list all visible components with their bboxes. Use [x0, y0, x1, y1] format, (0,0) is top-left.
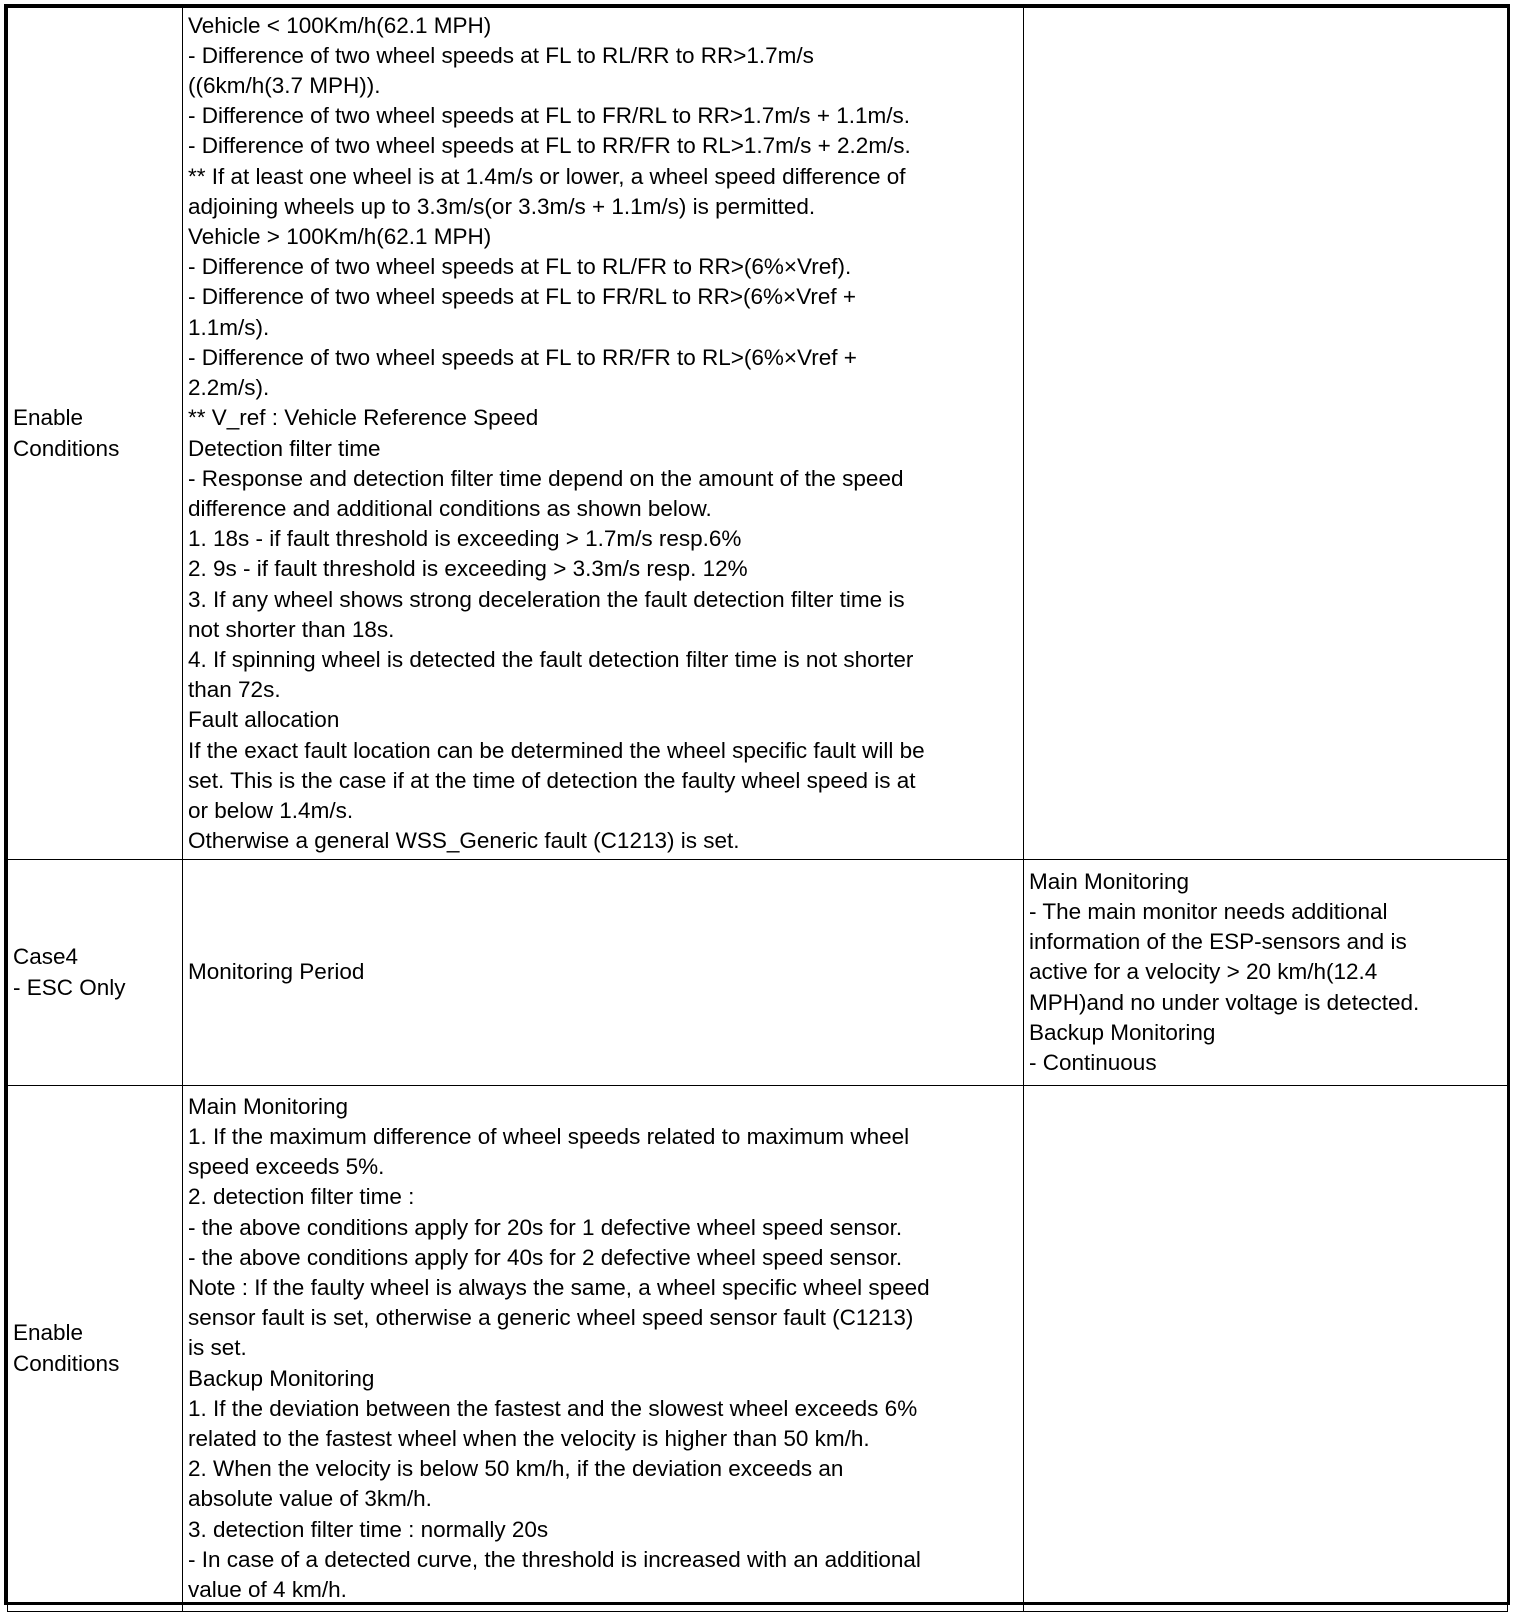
text-line: Vehicle < 100Km/h(62.1 MPH): [188, 12, 492, 38]
condition-label-cell: [8, 8, 183, 860]
text-line: than 72s.: [188, 677, 281, 703]
text-line: difference and additional conditions as shown below.: [188, 495, 712, 521]
text-line: value of 4 km/h.: [188, 1577, 347, 1603]
text-line: - The main monitor needs additional: [1029, 898, 1388, 924]
text-line: MPH)and no under voltage is detected.: [1029, 989, 1420, 1015]
text-line: 1. 18s - if fault threshold is exceeding > 1.7m/s resp.6%: [188, 526, 742, 552]
text-line: Backup Monitoring: [1029, 1019, 1216, 1045]
text-line: 1.1m/s).: [188, 314, 270, 340]
text-line: 1. If the maximum difference of wheel speeds related to maximum wheel: [188, 1123, 910, 1149]
text-line: sensor fault is set, otherwise a generic wheel speed sensor fault (C1213): [188, 1305, 914, 1331]
text-line: Enable: [13, 405, 84, 431]
text-line: Conditions: [13, 435, 120, 461]
table-row: [8, 860, 1508, 1086]
text-line: Main Monitoring: [1029, 868, 1190, 894]
text-line: 4. If spinning wheel is detected the fault detection filter time is not shorter: [188, 646, 914, 672]
text-line: - Difference of two wheel speeds at FL to FR/RL to RR>(6%×Vref +: [188, 284, 857, 310]
text-line: 2.2m/s).: [188, 375, 270, 401]
table-row: [8, 1086, 1508, 1612]
text-line: - ESC Only: [13, 974, 126, 1000]
text-line: information of the ESP-sensors and is: [1029, 929, 1407, 955]
text-line: 3. If any wheel shows strong deceleration the fault detection filter time is: [188, 586, 905, 612]
table-row: [8, 8, 1508, 860]
condition-label-cell: [8, 860, 183, 1086]
text-line: Monitoring Period: [188, 959, 365, 985]
text-line: - the above conditions apply for 40s for 2 defective wheel speed sensor.: [188, 1244, 903, 1270]
text-line: or below 1.4m/s.: [188, 797, 354, 823]
spec-table: [7, 7, 1508, 1612]
text-line: - Difference of two wheel speeds at FL to RL/FR to RR>(6%×Vref).: [188, 254, 852, 280]
text-line: - Difference of two wheel speeds at FL to RL/RR to RR>1.7m/s: [188, 42, 814, 68]
text-line: Otherwise a general WSS_Generic fault (C1213) is set.: [188, 828, 740, 854]
condition-detail-cell: [183, 860, 1024, 1086]
text-line: 2. detection filter time :: [188, 1184, 415, 1210]
text-line: Enable: [13, 1320, 84, 1346]
text-line: - Continuous: [1029, 1050, 1157, 1075]
text-line: adjoining wheels up to 3.3m/s(or 3.3m/s + 1.1m/s) is permitted.: [188, 193, 816, 219]
text-line: Case4: [13, 944, 79, 970]
text-line: ** V_ref : Vehicle Reference Speed: [188, 405, 539, 431]
text-line: Fault allocation: [188, 707, 340, 733]
text-line: ** If at least one wheel is at 1.4m/s or lower, a wheel speed difference of: [188, 163, 906, 189]
text-line: - Difference of two wheel speeds at FL to FR/RL to RR>1.7m/s + 1.1m/s.: [188, 103, 910, 129]
spec-table-body: [8, 8, 1508, 1612]
condition-label-cell: [8, 1086, 183, 1612]
text-line: absolute value of 3km/h.: [188, 1486, 432, 1512]
text-line: Vehicle > 100Km/h(62.1 MPH): [188, 224, 492, 250]
text-line: ((6km/h(3.7 MPH)).: [188, 73, 381, 99]
condition-detail-cell: [183, 8, 1024, 860]
text-line: related to the fastest wheel when the velocity is higher than 50 km/h.: [188, 1426, 870, 1451]
monitoring-note-cell: [1024, 8, 1508, 860]
text-line: Note : If the faulty wheel is always the same, a wheel specific wheel speed: [188, 1274, 930, 1300]
text-line: is set.: [188, 1335, 247, 1361]
text-line: 3. detection filter time : normally 20s: [188, 1516, 549, 1542]
text-line: speed exceeds 5%.: [188, 1154, 385, 1180]
text-line: - Difference of two wheel speeds at FL to RR/FR to RL>(6%×Vref +: [188, 344, 857, 370]
text-line: 2. When the velocity is below 50 km/h, if the deviation exceeds an: [188, 1456, 844, 1482]
text-line: - the above conditions apply for 20s for 1 defective wheel speed sensor.: [188, 1214, 903, 1240]
monitoring-note-cell: [1024, 1086, 1508, 1612]
text-line: 2. 9s - if fault threshold is exceeding > 3.3m/s resp. 12%: [188, 556, 748, 582]
text-line: 1. If the deviation between the fastest and the slowest wheel exceeds 6%: [188, 1395, 918, 1421]
text-line: not shorter than 18s.: [188, 616, 395, 642]
text-line: - Difference of two wheel speeds at FL to RR/FR to RL>1.7m/s + 2.2m/s.: [188, 133, 911, 159]
text-line: Backup Monitoring: [188, 1365, 375, 1391]
monitoring-note-cell: [1024, 860, 1508, 1086]
text-line: - In case of a detected curve, the threshold is increased with an additional: [188, 1546, 921, 1572]
text-line: Main Monitoring: [188, 1093, 349, 1119]
condition-detail-cell: [183, 1086, 1024, 1612]
text-line: active for a velocity > 20 km/h(12.4: [1029, 959, 1378, 985]
text-line: If the exact fault location can be determined the wheel specific fault will be: [188, 737, 925, 763]
text-line: - Response and detection filter time depend on the amount of the speed: [188, 465, 904, 491]
text-line: Detection filter time: [188, 435, 381, 461]
text-line: set. This is the case if at the time of detection the faulty wheel speed is at: [188, 767, 916, 793]
text-line: Conditions: [13, 1350, 120, 1376]
